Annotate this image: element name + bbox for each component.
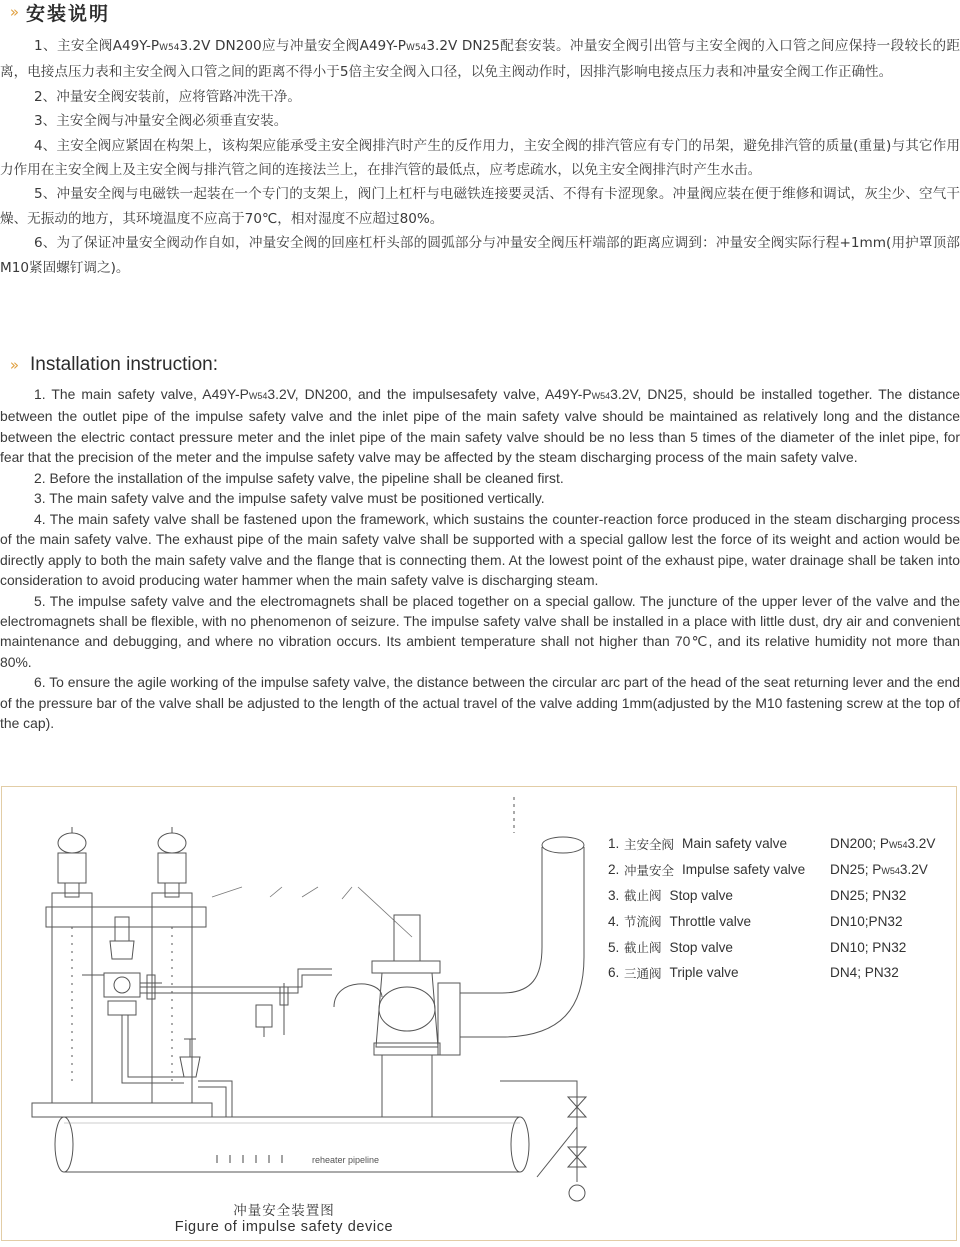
leader-lines	[212, 887, 412, 937]
main-safety-valve	[334, 915, 460, 1117]
impulse-line	[140, 969, 332, 999]
triple-valve	[500, 1081, 586, 1201]
cn-section-title: 安装说明	[26, 2, 111, 25]
cn-instructions	[0, 34, 960, 280]
cn-paragraph-6: 6、为了保证冲量安全阀动作自如，冲量安全阀的回座杠杆头部的圆弧部分与冲量安全阀压杆端部的距离应调到：冲量安全阀实际行程+1mm(用护罩顶部M10紧固螺钉调之)。	[0, 235, 960, 276]
stop-valve	[122, 1015, 232, 1117]
cn-section-header	[0, 0, 110, 24]
cn-paragraph-1: 1、主安全阀A49Y-PW543.2V DN200应与冲量安全阀A49Y-PW543.2V DN25配套安装。冲量安全阀引出管与主安全阀的入口管之间应保持一段较长的距离，电接点压力表和主安全阀入口管之间的距离不得小于5倍主安全阀入口径，以免主阀动作时，因排汽影响电接点压力表和冲量安全阀工作正确性。	[0, 38, 960, 81]
en-paragraph-3: 3. The main safety valve and the impulse safety valve must be positioned vertically.	[34, 490, 545, 507]
figure-panel	[1, 786, 957, 1241]
caption-en: Figure of impulse safety device	[174, 1219, 394, 1235]
figure-caption	[170, 1199, 398, 1235]
legend-item: 2. 冲量安全 Impulse safety valve DN25; PW543.2V	[608, 862, 928, 878]
impulse-safety-device-drawing	[2, 787, 602, 1240]
en-paragraph-2: 2. Before the installation of the impulse safety valve, the pipeline shall be cleaned first.	[34, 469, 564, 486]
figure-legend	[608, 831, 948, 986]
pipe-label: reheater pipeline	[312, 1155, 380, 1165]
legend-item: 4. 节流阀 Throttle valve DN10;PN32	[608, 913, 903, 930]
cn-paragraph-5: 5、冲量安全阀与电磁铁一起装在一个专门的支架上，阀门上杠杆与电磁铁连接要灵活、不得有卡涩现象。冲量阀应装在便于维修和调试，灰尘少、空气干燥、无振动的地方，其环境温度不应高于70℃，相对湿度不应超过80%。	[0, 186, 960, 227]
legend-item: 6. 三通阀 Triple valve DN4; PN32	[608, 965, 899, 981]
en-instructions	[0, 384, 960, 734]
throttle-valve	[256, 983, 288, 1037]
chevron-icon: »	[9, 356, 17, 374]
caption-cn: 冲量安全装置图	[233, 1203, 335, 1219]
cn-paragraph-3: 3、主安全阀与冲量安全阀必须垂直安装。	[34, 113, 288, 130]
en-paragraph-4: 4. The main safety valve shall be fastened upon the framework, which sustains the counter-reaction force produced in the steam discharging process of the main safety valve. The exhaust pipe of the main safety valve shall be supported with a special gallow lest the force of its weight and action would be directly apply to both the main safety valve and the flange that is connecting them. At the lowest point of the exhaust pipe, water drainage shall be taken into consideration to avoid producing water hammer when the main safety valve is discharging steam.	[0, 510, 960, 589]
reheater-pipeline	[55, 1117, 529, 1172]
impulse-safety-valve	[82, 917, 162, 1015]
legend-item: 1. 主安全阀 Main safety valve DN200; PW543.2V	[608, 836, 936, 852]
legend-item: 5. 截止阀 Stop valve DN10; PN32	[608, 939, 907, 956]
en-paragraph-1: 1. The main safety valve, A49Y-PW543.2V, DN200, and the impulsesafety valve, A49Y-PW543.2V, DN25, should be installed together. The distance between the outlet pipe of the impulse safety valve and the inlet pipe of the main safety valve should be maintained as relatively long and the distance between the electric contact pressure meter and the inlet pipe of the main safety valve should be no less than 5 times of the diameter of the inlet pipe, for fear that the precision of the meter and the impulse safety valve may be affected by the steam discharging process of the main safety valve.	[0, 386, 960, 466]
en-paragraph-5: 5. The impulse safety valve and the electromagnets shall be placed together on a special gallow. The juncture of the upper lever of the valve and the electromagnets shall be flexible, with no phenomenon of seizure. The impulse safety valve shall be installed in a place with little dust, dry air and convenient maintenance and debugging, and where no vibration occurs. Its ambient temperature shall not higher than 70℃, and its relative humidity not more than 80%.	[0, 592, 960, 670]
en-section-header	[0, 351, 218, 379]
en-paragraph-6: 6. To ensure the agile working of the impulse safety valve, the distance between the circular arc part of the head of the seat returning lever and the end of the pressure bar of the valve shall be adjusted to the length of the actual travel of the valve adding 1mm(adjusted by the M10 fastening screw at the top of the cap).	[0, 674, 960, 732]
en-section-title: Installation instruction:	[30, 354, 218, 375]
cn-paragraph-4: 4、主安全阀应紧固在构架上，该构架应能承受主安全阀排汽时产生的反作用力，主安全阀的排汽管应有专门的吊架，避免排汽管的质量(重量)与其它作用力作用在主安全阀上及主安全阀与排汽管之间的连接法兰上，在排汽管的最低点，应考虑疏水，以免主安全阀排汽时产生水击。	[0, 137, 960, 179]
chevron-icon: »	[9, 3, 17, 21]
legend-item: 3. 截止阀 Stop valve DN25; PN32	[608, 887, 907, 904]
cn-paragraph-2: 2、冲量安全阀安装前，应将管路冲洗干净。	[34, 88, 301, 105]
exhaust-pipe	[460, 797, 584, 1037]
